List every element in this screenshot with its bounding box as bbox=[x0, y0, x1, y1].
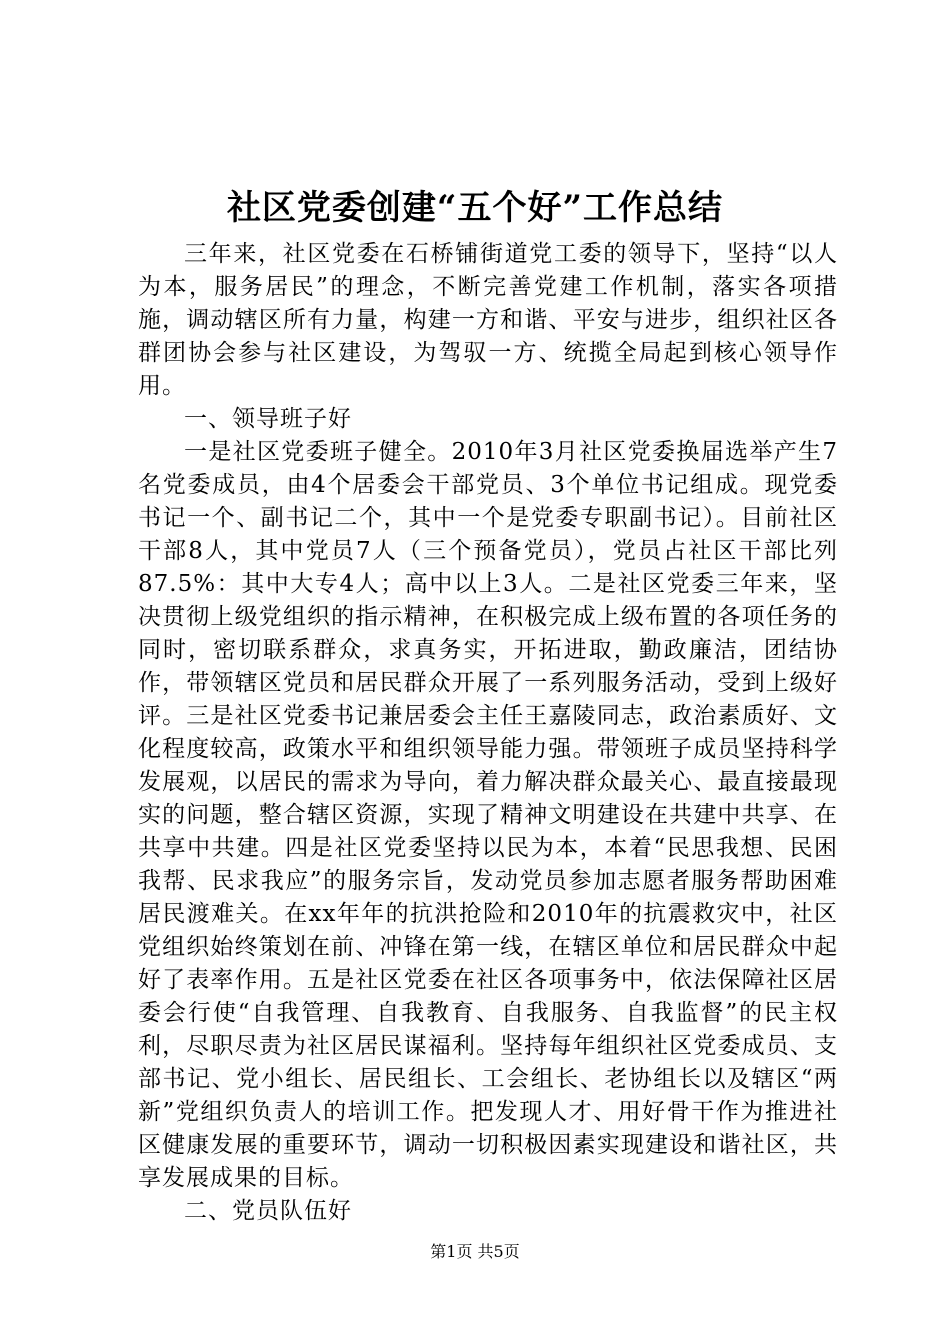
document-title: 社区党委创建“五个好”工作总结 bbox=[226, 188, 724, 228]
page-footer: 第1页 共5页 bbox=[430, 1242, 520, 1261]
section-heading-leadership: 一、领导班子好 bbox=[184, 406, 352, 432]
section-paragraph-leadership: 一是社区党委班子健全。2010年3月社区党委换届选举产生7名党委成员，由4个居委会干部党员、3个单位书记组成。现党委书记一个、副书记二个，其中一个是党委专职副书记）。目前社区干部8人，其中党员7人（三个预备党员），党员占社区干部比列87.5%：其中大专4人；高中以上3人。二是社区党委三年来，坚决贯彻上级党组织的指示精神，在积极完成上级布置的各项任务的同时，密切联系群众，求真务实，开拓进取，勤政廉洁，团结协作，带领辖区党员和居民群众开展了一系列服务活动，受到上级好评。三是社区党委书记兼居委会主任王嘉陵同志，政治素质好、文化程度较高，政策水平和组织领导能力强。带领班子成员坚持科学发展观，以居民的需求为导向，着力解决群众最关心、最直接最现实的问题，整合辖区资源，实现了精神文明建设在共建中共享、在共享中共建。四是社区党委坚持以民为本，本着“民思我想、民困我帮、民求我应”的服务宗旨，发动党员参加志愿者服务帮助困难居民渡难关。在xx年年的抗洪抢险和2010年的抗震救灾中，社区党组织始终策划在前、冲锋在第一线，在辖区单位和居民群众中起好了表率作用。五是社区党委在社区各项事务中，依法保障社区居委会行使“自我管理、自我教育、自我服务、自我监督”的民主权利，尽职尽责为社区居民谋福利。坚持每年组织社区党委成员、支部书记、党小组长、居民组长、工会组长、老协组长以及辖区“两新”党组织负责人的培训工作。把发现人才、用好骨干作为推进社区健康发展的重要环节，调动一切积极因素实现建设和谐社区，共享发展成果的目标。 bbox=[138, 439, 838, 1191]
intro-paragraph: 三年来，社区党委在石桥铺街道党工委的领导下，坚持“以人为本，服务居民”的理念，不断完善党建工作机制，落实各项措施，调动辖区所有力量，构建一方和谐、平安与进步，组织社区各群团协会参与社区建设，为驾驭一方、统揽全局起到核心领导作用。 bbox=[138, 241, 838, 399]
section-heading-party-members: 二、党员队伍好 bbox=[184, 1198, 352, 1224]
document-body bbox=[138, 238, 838, 1228]
